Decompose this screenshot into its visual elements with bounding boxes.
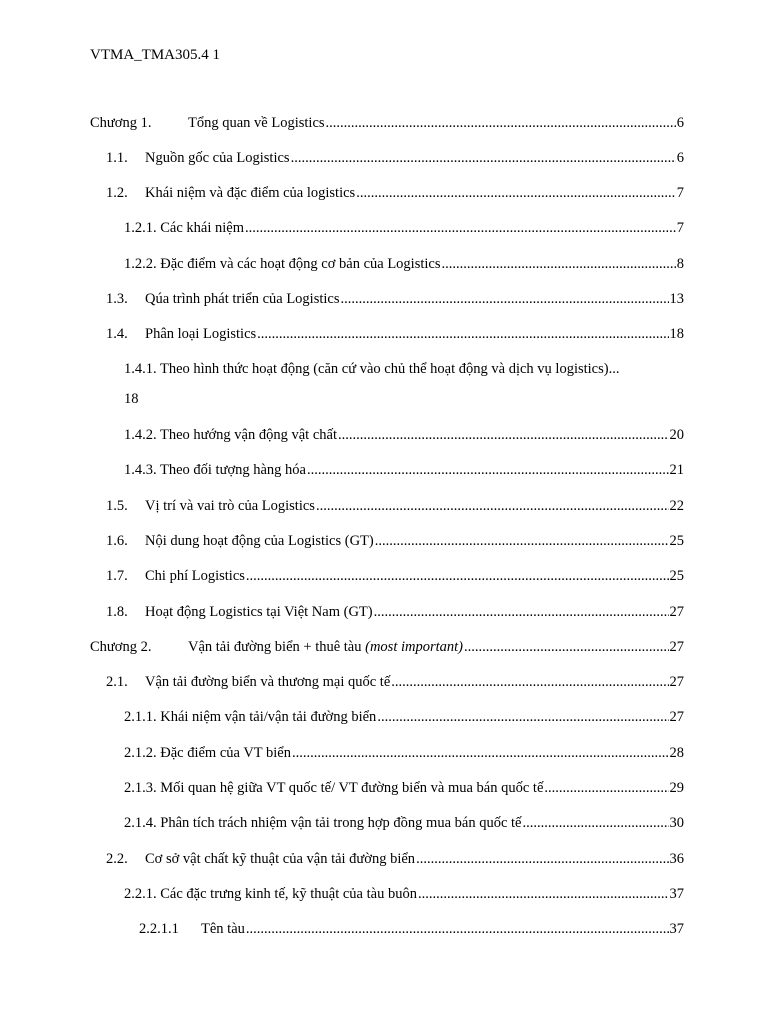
toc-title: 1.4.3. Theo đối tượng hàng hóa <box>124 462 306 478</box>
dot-leader <box>326 113 676 133</box>
toc-number: Chương 1. <box>90 115 152 131</box>
toc-title: Phân loại Logistics <box>145 326 257 342</box>
toc-title: 2.1.3. Mối quan hệ giữa VT quốc tế/ VT đường biển và mua bán quốc tế <box>124 780 544 796</box>
toc-title: 2.1.2. Đặc điểm của VT biển <box>124 745 291 761</box>
toc-entry-1-2[interactable] <box>106 183 684 203</box>
toc-page-number: 37 <box>669 886 684 902</box>
toc-title: Qúa trình phát triển của Logistics <box>145 291 340 307</box>
dot-leader <box>246 919 669 939</box>
dot-leader <box>341 289 669 309</box>
toc-title: 2.1.4. Phân tích trách nhiệm vận tải trong hợp đồng mua bán quốc tế <box>124 815 522 831</box>
toc-page-number: 20 <box>669 427 684 443</box>
toc-page-number: 6 <box>676 115 684 131</box>
toc-number: 1.7. <box>106 568 128 584</box>
dot-leader <box>307 460 669 480</box>
toc-entry-1-7[interactable] <box>106 566 684 586</box>
toc-entry-2-2-1[interactable] <box>124 884 684 904</box>
toc-number: 1.1. <box>106 150 128 166</box>
toc-entry-2-1[interactable] <box>106 672 684 692</box>
toc-entry-1-4-2[interactable] <box>124 425 684 445</box>
toc-page-number: 28 <box>669 745 684 761</box>
toc-title: 1.4.1. Theo hình thức hoạt động (căn cứ vào chủ thể hoạt động và dịch vụ logistics)... <box>124 361 620 377</box>
dot-leader <box>316 496 669 516</box>
toc-number: 1.2. <box>106 185 128 201</box>
toc-page-number: 13 <box>669 291 684 307</box>
dot-leader <box>291 148 676 168</box>
toc-number: 1.5. <box>106 498 128 514</box>
toc-title: Cơ sở vật chất kỹ thuật của vận tải đường biển <box>145 851 416 867</box>
toc-page-number: 27 <box>669 674 684 690</box>
toc-number: 2.2. <box>106 851 128 867</box>
toc-title-emphasis: (most important) <box>365 639 463 655</box>
toc-title: Khái niệm và đặc điểm của logistics <box>145 185 356 201</box>
dot-leader <box>356 183 676 203</box>
toc-page-number: 29 <box>669 780 684 796</box>
toc-entry-1-8[interactable] <box>106 602 684 622</box>
toc-page-number: 30 <box>669 815 684 831</box>
dot-leader <box>377 707 668 727</box>
toc-page-number: 27 <box>669 604 684 620</box>
toc-title: Hoạt động Logistics tại Việt Nam (GT) <box>145 604 373 620</box>
toc-entry-1-2-1[interactable] <box>124 218 684 238</box>
toc-entry-chapter-2[interactable] <box>90 637 684 657</box>
toc-number: 1.6. <box>106 533 128 549</box>
toc-page-number: 27 <box>669 709 684 725</box>
toc-entry-1-4-3[interactable] <box>124 460 684 480</box>
dot-leader <box>464 637 669 657</box>
dot-leader <box>292 743 669 763</box>
toc-entry-2-2[interactable] <box>106 849 684 869</box>
toc-page-number: 7 <box>676 220 684 236</box>
toc-page-number: 22 <box>669 498 684 514</box>
toc-number: 2.2.1.1 <box>139 921 179 937</box>
document-header: VTMA_TMA305.4 1 <box>90 47 220 63</box>
toc-title: 2.2.1. Các đặc trưng kinh tế, kỹ thuật của tàu buôn <box>124 886 417 902</box>
toc-entry-2-2-1-1[interactable] <box>139 919 684 939</box>
toc-entry-1-6[interactable] <box>106 531 684 551</box>
toc-page-number: 7 <box>676 185 684 201</box>
dot-leader <box>245 218 676 238</box>
toc-page-number: 21 <box>669 462 684 478</box>
toc-title: Vị trí và vai trò của Logistics <box>145 498 315 514</box>
toc-number: Chương 2. <box>90 639 152 655</box>
toc-number: 2.1. <box>106 674 128 690</box>
dot-leader <box>391 672 668 692</box>
dot-leader <box>442 254 676 274</box>
toc-entry-2-1-3[interactable] <box>124 778 684 798</box>
toc-page-number: 36 <box>669 851 684 867</box>
toc-number: 1.8. <box>106 604 128 620</box>
toc-page-number: 18 <box>669 326 684 342</box>
dot-leader <box>522 813 668 833</box>
toc-page-number: 8 <box>676 256 684 272</box>
toc-entry-1-4-1[interactable] <box>124 359 684 409</box>
dot-leader <box>257 324 668 344</box>
toc-number: 1.4. <box>106 326 128 342</box>
toc-page-number: 6 <box>676 150 684 166</box>
toc-page-number: 25 <box>669 533 684 549</box>
toc-page-number: 37 <box>669 921 684 937</box>
toc-entry-1-5[interactable] <box>106 496 684 516</box>
toc-title: 1.4.2. Theo hướng vận động vật chất <box>124 427 337 443</box>
dot-leader <box>246 566 669 586</box>
toc-entry-1-1[interactable] <box>106 148 684 168</box>
dot-leader <box>338 425 669 445</box>
toc-page-number: 27 <box>669 639 684 655</box>
toc-number: 1.3. <box>106 291 128 307</box>
dot-leader <box>375 531 669 551</box>
toc-title: 2.1.1. Khái niệm vận tải/vận tải đường biển <box>124 709 377 725</box>
toc-entry-2-1-1[interactable] <box>124 707 684 727</box>
dot-leader <box>416 849 668 869</box>
toc-entry-2-1-2[interactable] <box>124 743 684 763</box>
toc-entry-1-2-2[interactable] <box>124 254 684 274</box>
toc-title: 1.2.1. Các khái niệm <box>124 220 245 236</box>
toc-title: Tổng quan về Logistics <box>188 115 325 131</box>
toc-title: Chi phí Logistics <box>145 568 245 584</box>
toc-title: 1.2.2. Đặc điểm và các hoạt động cơ bản của Logistics <box>124 256 441 272</box>
toc-entry-2-1-4[interactable] <box>124 813 684 833</box>
toc-title: Nội dung hoạt động của Logistics (GT) <box>145 533 374 549</box>
toc-page-number: 18 <box>124 391 139 407</box>
toc-title: Vận tải đường biển và thương mại quốc tế <box>145 674 391 690</box>
dot-leader <box>374 602 669 622</box>
toc-title: Nguồn gốc của Logistics <box>145 150 290 166</box>
toc-entry-1-4[interactable] <box>106 324 684 344</box>
dot-leader <box>544 778 668 798</box>
toc-title: Vận tải đường biển + thuê tàu <box>188 639 366 655</box>
toc-entry-chapter-1[interactable] <box>90 113 684 133</box>
toc-title: Tên tàu <box>201 921 245 937</box>
toc-entry-1-3[interactable] <box>106 289 684 309</box>
dot-leader <box>418 884 669 904</box>
toc-page-number: 25 <box>669 568 684 584</box>
